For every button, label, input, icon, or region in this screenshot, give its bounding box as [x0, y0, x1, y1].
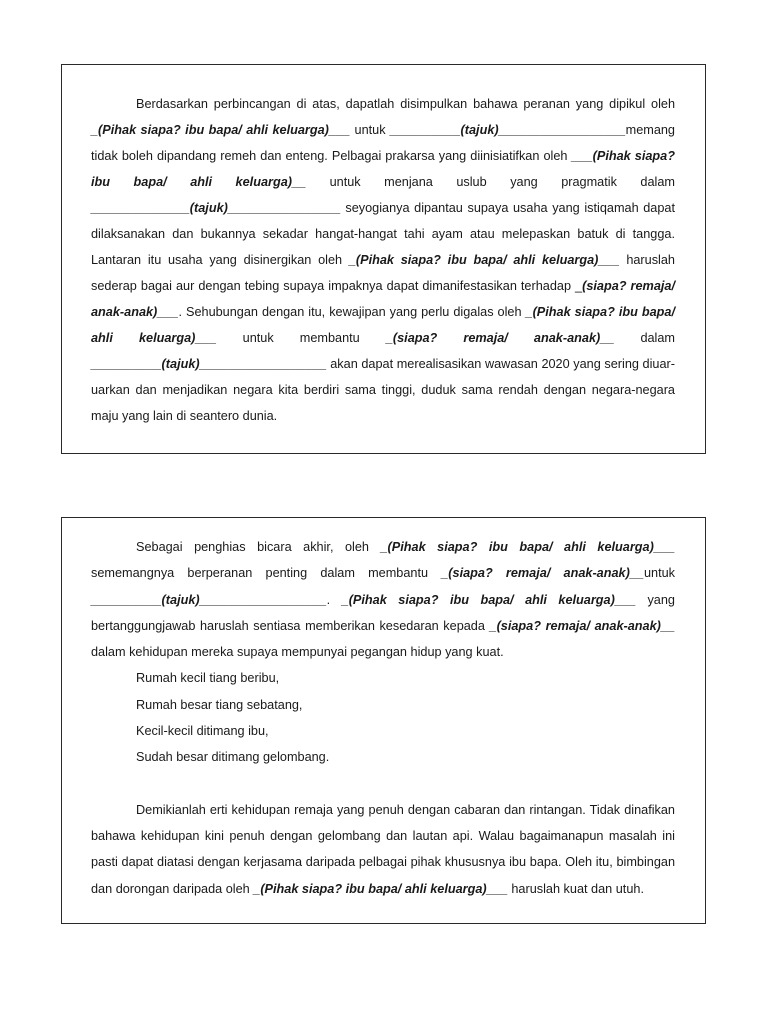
text-run: seyogianya dipantau supaya usaha yang istiqamah dapat dilaksanakan dan bukannya sekadar hangat-hangat tahi ayam atau melepaskan batuk di tangga. Lantaran itu usaha yang disinergikan oleh: [91, 201, 675, 267]
text-run: . Sehubungan dengan itu, kewajipan yang perlu digalas oleh: [178, 305, 526, 319]
essay-box-1: [61, 64, 706, 454]
text-run: sememangnya berperanan penting dalam membantu: [91, 566, 442, 581]
closing-paragraph-2: [91, 797, 675, 902]
pantun-line: Sudah besar ditimang gelombang.: [136, 750, 330, 765]
text-run: dalam kehidupan mereka supaya mempunyai pegangan hidup yang kuat.: [91, 645, 504, 660]
fill-in-prompt: _(Pihak siapa? ibu bapa/ ahli keluarga)___: [253, 881, 508, 896]
text-run: haruslah kuat dan utuh.: [507, 881, 644, 896]
text-run: akan dapat merealisasikan wawasan 2020 yang sering diuar-uarkan dan menjadikan negara kita berdiri sama tinggi, duduk sama rendah dengan negara-negara maju yang lain di seantero dunia.: [91, 357, 675, 423]
text-run: yang bertanggungjawab haruslah sentiasa memberikan kesedaran kepada: [91, 592, 675, 633]
pantun: [136, 665, 675, 770]
text-run: haruslah sederap bagai aur dengan tebing supaya impaknya dapat dimanifestasikan terhadap _: [91, 253, 675, 293]
pantun-line: Kecil-kecil ditimang ibu,: [136, 724, 269, 739]
fill-in-prompt: __________(tajuk)__________________: [91, 592, 327, 607]
fill-in-prompt: __________(tajuk)__________________: [91, 357, 327, 371]
fill-in-prompt: _(Pihak siapa? ibu bapa/ ahli keluarga)___: [91, 305, 676, 345]
text-run: Sebagai penghias bicara akhir, oleh: [136, 540, 381, 554]
essay-box-2: [61, 517, 706, 924]
fill-in-prompt: ______________(tajuk)________________: [91, 201, 341, 215]
pantun-line: Rumah besar tiang sebatang,: [136, 697, 303, 712]
spacer: [91, 771, 675, 797]
text-run: untuk: [643, 566, 675, 581]
conclusion-paragraph: [91, 91, 675, 429]
fill-in-prompt: _(Pihak siapa? ibu bapa/ ahli keluarga)___: [341, 592, 636, 607]
fill-in-prompt: _(siapa? remaja/ anak-anak)__: [489, 618, 675, 633]
fill-in-prompt: __________(tajuk)__________________: [389, 123, 626, 137]
text-run: untuk menjana uslub yang pragmatik dalam: [306, 175, 675, 189]
fill-in-prompt: _(siapa? remaja/ anak-anak)__: [441, 566, 644, 581]
text-run: untuk membantu: [216, 331, 386, 345]
fill-in-prompt: _(Pihak siapa? ibu bapa/ ahli keluarga)___: [380, 540, 675, 554]
text-run: Berdasarkan perbincangan di atas, dapatlah disimpulkan bahawa peranan yang dipikul oleh: [136, 97, 675, 111]
text-run: memang tidak boleh dipandang remeh dan enteng. Pelbagai prakarsa yang diinisiatifkan oleh: [91, 123, 675, 163]
text-run: .: [326, 592, 342, 607]
text-run: dalam: [614, 331, 675, 345]
fill-in-prompt: _(Pihak siapa? ibu bapa/ ahli keluarga)___: [91, 123, 351, 137]
closing-paragraph-1: [91, 534, 675, 665]
text-run: untuk: [350, 123, 390, 137]
fill-in-prompt: _(siapa? remaja/ anak-anak)__: [385, 331, 615, 345]
fill-in-prompt: _(Pihak siapa? ibu bapa/ ahli keluarga)___: [348, 253, 620, 267]
fill-in-prompt: (siapa? remaja/ anak-anak)___: [91, 279, 675, 319]
text-run: Demikianlah erti kehidupan remaja yang penuh dengan cabaran dan rintangan. Tidak dinafikan bahawa kehidupan kini penuh dengan gelombang dan lautan api. Walau bagaimanapun masalah ini pasti dapat diatasi dengan kerjasama daripada pelbagai pihak khususnya ibu bapa. Oleh itu, bimbingan dan dorongan daripada oleh: [91, 802, 675, 896]
fill-in-prompt: ___(Pihak siapa? ibu bapa/ ahli keluarga)__: [91, 149, 675, 189]
pantun-line: Rumah kecil tiang beribu,: [136, 671, 280, 686]
